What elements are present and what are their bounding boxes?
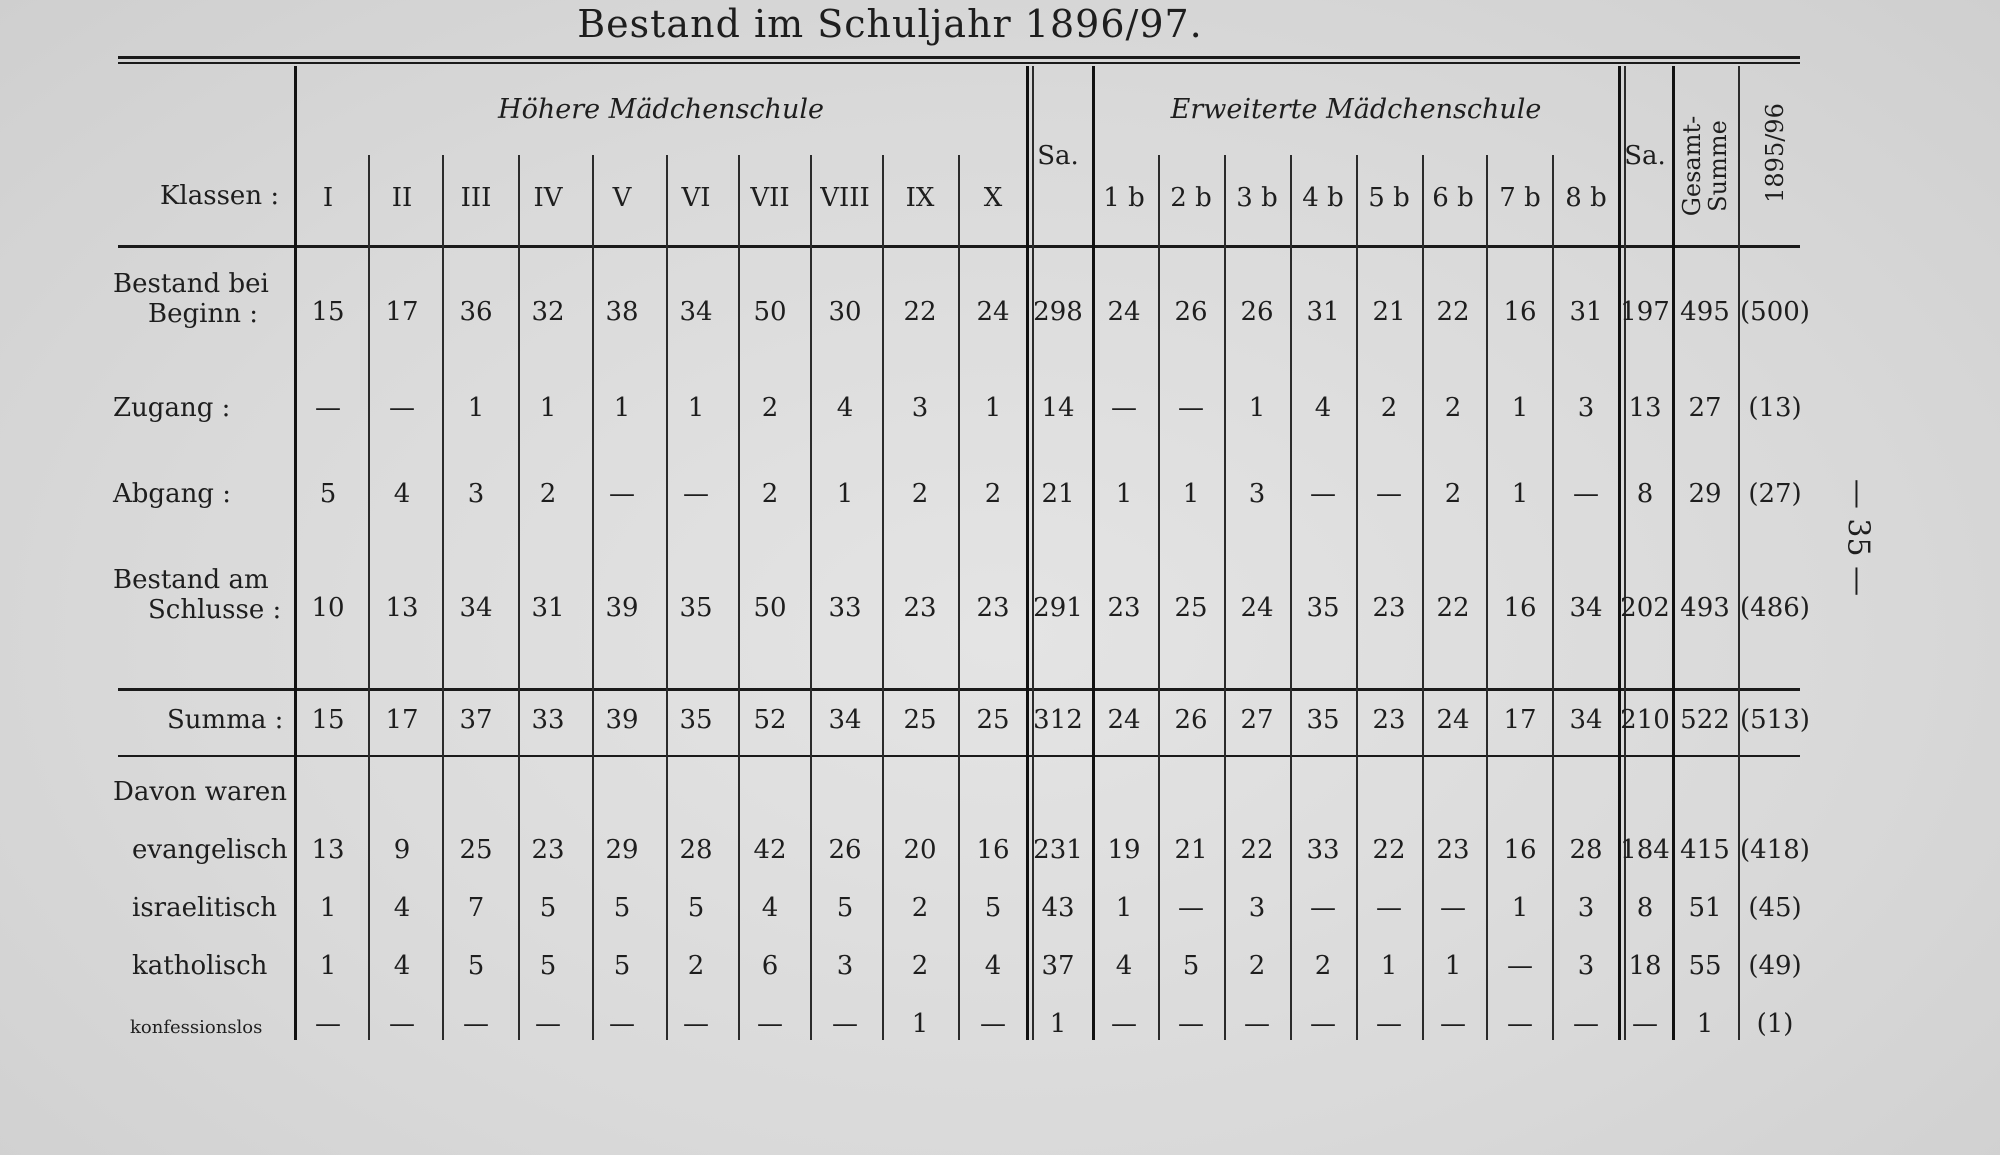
- summa-cell: 33: [531, 705, 565, 735]
- religion-cell: 1: [1115, 893, 1133, 923]
- religion-cell: 25: [459, 835, 493, 865]
- table-cell: 22: [903, 297, 937, 327]
- table-cell: —: [683, 479, 709, 509]
- religion-cell: 1: [1696, 1009, 1714, 1039]
- religion-cell: 42: [753, 835, 787, 865]
- summa-cell: 52: [753, 705, 787, 735]
- table-cell: —: [609, 479, 635, 509]
- table-cell: 24: [1107, 297, 1141, 327]
- table-cell: 16: [1503, 297, 1537, 327]
- table-cell: 23: [903, 593, 937, 623]
- table-cell: 1: [836, 479, 854, 509]
- religion-cell: 23: [1436, 835, 1470, 865]
- table-cell: —: [315, 393, 341, 423]
- religion-cell: 29: [605, 835, 639, 865]
- table-cell: 3: [1248, 479, 1266, 509]
- table-cell: 3: [467, 479, 485, 509]
- table-cell: 16: [1503, 593, 1537, 623]
- religion-cell: 1: [911, 1009, 929, 1039]
- table-cell: (500): [1740, 297, 1810, 327]
- group-erweiterte: Erweiterte Mädchenschule: [1170, 94, 1542, 125]
- table-cell: 197: [1620, 297, 1670, 327]
- table-cell: 34: [459, 593, 493, 623]
- table-cell: 21: [1041, 479, 1075, 509]
- row-label: Schlusse :: [148, 595, 282, 625]
- religion-label: katholisch: [132, 951, 268, 981]
- table-cell: 15: [311, 297, 345, 327]
- religion-cell: 6: [761, 951, 779, 981]
- religion-cell: 19: [1107, 835, 1141, 865]
- row-label: Beginn :: [148, 299, 258, 329]
- table-cell: —: [1111, 393, 1137, 423]
- table-cell: 1: [1182, 479, 1200, 509]
- table-cell: 17: [385, 297, 419, 327]
- religion-label: konfessionslos: [130, 1017, 263, 1038]
- table-cell: (486): [1740, 593, 1810, 623]
- table-cell: 3: [911, 393, 929, 423]
- table-cell: 2: [761, 393, 779, 423]
- religion-cell: (1): [1756, 1009, 1794, 1039]
- religion-cell: 18: [1628, 951, 1662, 981]
- summa-cell: 522: [1680, 705, 1730, 735]
- table-cell: 30: [828, 297, 862, 327]
- religion-cell: —: [315, 1009, 341, 1039]
- summa-cell: 312: [1033, 705, 1083, 735]
- religion-cell: 2: [911, 951, 929, 981]
- religion-cell: 231: [1033, 835, 1083, 865]
- religion-cell: 2: [687, 951, 705, 981]
- table-cell: 2: [761, 479, 779, 509]
- table-cell: 35: [1306, 593, 1340, 623]
- religion-cell: —: [1111, 1009, 1137, 1039]
- table-cell: 1: [1115, 479, 1133, 509]
- religion-cell: 28: [1569, 835, 1603, 865]
- religion-cell: 1: [319, 893, 337, 923]
- header-col: Sa.: [1624, 141, 1666, 171]
- religion-cell: —: [980, 1009, 1006, 1039]
- religion-cell: 5: [613, 951, 631, 981]
- header-col: I: [322, 183, 334, 213]
- religion-cell: 184: [1620, 835, 1670, 865]
- religion-cell: 8: [1636, 893, 1654, 923]
- religion-cell: 4: [1115, 951, 1133, 981]
- table-cell: 33: [828, 593, 862, 623]
- religion-cell: —: [535, 1009, 561, 1039]
- header-col: V: [612, 183, 632, 213]
- religion-label: evangelisch: [132, 835, 288, 865]
- top-rule: [118, 56, 1800, 59]
- table-cell: 50: [753, 593, 787, 623]
- religion-cell: 22: [1372, 835, 1406, 865]
- table-cell: 24: [976, 297, 1010, 327]
- religion-cell: —: [389, 1009, 415, 1039]
- table-cell: —: [1573, 479, 1599, 509]
- table-cell: —: [389, 393, 415, 423]
- table-cell: 50: [753, 297, 787, 327]
- religion-cell: 1: [1380, 951, 1398, 981]
- header-col-1895: 1895/96: [1761, 103, 1789, 203]
- header-col: 6 b: [1432, 183, 1474, 213]
- table-cell: 32: [531, 297, 565, 327]
- table-cell: 10: [311, 593, 345, 623]
- table-cell: 4: [836, 393, 854, 423]
- religion-cell: 1: [1511, 893, 1529, 923]
- religion-cell: —: [1178, 893, 1204, 923]
- religion-label: israelitisch: [132, 893, 278, 923]
- table-cell: 2: [1444, 393, 1462, 423]
- religion-cell: 3: [1248, 893, 1266, 923]
- religion-cell: —: [1310, 893, 1336, 923]
- table-cell: 34: [679, 297, 713, 327]
- religion-cell: 5: [687, 893, 705, 923]
- religion-cell: —: [757, 1009, 783, 1039]
- religion-cell: 28: [679, 835, 713, 865]
- header-col: 8 b: [1565, 183, 1607, 213]
- table-cell: 2: [539, 479, 557, 509]
- summa-cell: 35: [1306, 705, 1340, 735]
- religion-cell: —: [463, 1009, 489, 1039]
- religion-cell: —: [1507, 1009, 1533, 1039]
- header-row-label: Klassen :: [160, 181, 280, 211]
- religion-cell: —: [1376, 893, 1402, 923]
- religion-cell: (49): [1748, 951, 1802, 981]
- religion-cell: 7: [467, 893, 485, 923]
- row-label: Zugang :: [113, 393, 231, 423]
- table-cell: 31: [1306, 297, 1340, 327]
- table-cell: 1: [1511, 479, 1529, 509]
- table-cell: 26: [1240, 297, 1274, 327]
- group-hoehere: Höhere Mädchenschule: [498, 94, 824, 125]
- header-col: IV: [533, 183, 563, 213]
- religion-cell: 4: [393, 893, 411, 923]
- table-cell: (27): [1748, 479, 1802, 509]
- table-cell: 31: [1569, 297, 1603, 327]
- religion-cell: —: [832, 1009, 858, 1039]
- header-col: VIII: [820, 183, 870, 213]
- table-cell: 1: [539, 393, 557, 423]
- religion-cell: —: [609, 1009, 635, 1039]
- table-cell: 38: [605, 297, 639, 327]
- table-cell: 31: [531, 593, 565, 623]
- summa-cell: 25: [903, 705, 937, 735]
- summa-cell: 26: [1174, 705, 1208, 735]
- header-col: 5 b: [1368, 183, 1410, 213]
- table-cell: 13: [1628, 393, 1662, 423]
- table-cell: 2: [1380, 393, 1398, 423]
- summa-cell: (513): [1740, 705, 1810, 735]
- religion-cell: 22: [1240, 835, 1274, 865]
- religion-cell: 51: [1688, 893, 1722, 923]
- table-cell: 291: [1033, 593, 1083, 623]
- table-cell: 2: [911, 479, 929, 509]
- religion-cell: 9: [393, 835, 411, 865]
- row-label: Bestand bei: [113, 269, 269, 299]
- religion-cell: 5: [467, 951, 485, 981]
- row-label: Bestand am: [113, 565, 269, 595]
- table-cell: 35: [679, 593, 713, 623]
- top-rule-thin: [118, 62, 1800, 64]
- religion-cell: 5: [836, 893, 854, 923]
- religion-cell: 4: [984, 951, 1002, 981]
- table-cell: 1: [1511, 393, 1529, 423]
- summa-cell: 37: [459, 705, 493, 735]
- religion-cell: 2: [911, 893, 929, 923]
- religion-cell: —: [1310, 1009, 1336, 1039]
- religion-cell: 33: [1306, 835, 1340, 865]
- page-number: — 35 —: [1840, 478, 1876, 597]
- header-col: III: [460, 183, 492, 213]
- summa-cell: 27: [1240, 705, 1274, 735]
- religion-cell: 20: [903, 835, 937, 865]
- religion-cell: 2: [1248, 951, 1266, 981]
- summa-cell: 24: [1107, 705, 1141, 735]
- religion-cell: (418): [1740, 835, 1810, 865]
- table-cell: 1: [984, 393, 1002, 423]
- table-cell: 29: [1688, 479, 1722, 509]
- header-col: X: [983, 183, 1003, 213]
- header-col: 2 b: [1170, 183, 1212, 213]
- table-cell: 26: [1174, 297, 1208, 327]
- religion-cell: —: [1573, 1009, 1599, 1039]
- religion-cell: (45): [1748, 893, 1802, 923]
- religion-cell: 1: [1049, 1009, 1067, 1039]
- summa-cell: 17: [385, 705, 419, 735]
- table-cell: 27: [1688, 393, 1722, 423]
- table-cell: 23: [1372, 593, 1406, 623]
- table-cell: —: [1310, 479, 1336, 509]
- table-cell: 493: [1680, 593, 1730, 623]
- summa-cell: 35: [679, 705, 713, 735]
- table-cell: 202: [1620, 593, 1670, 623]
- table-cell: 8: [1636, 479, 1654, 509]
- table-cell: 13: [385, 593, 419, 623]
- table-cell: 24: [1240, 593, 1274, 623]
- table-cell: 39: [605, 593, 639, 623]
- table-cell: 2: [984, 479, 1002, 509]
- religion-cell: —: [1440, 1009, 1466, 1039]
- religion-cell: 1: [319, 951, 337, 981]
- religion-cell: 21: [1174, 835, 1208, 865]
- table-cell: 34: [1569, 593, 1603, 623]
- religion-cell: 3: [1577, 951, 1595, 981]
- header-col: 7 b: [1499, 183, 1541, 213]
- table-cell: 36: [459, 297, 493, 327]
- summa-cell: 34: [1569, 705, 1603, 735]
- religion-cell: 4: [761, 893, 779, 923]
- religion-cell: —: [1178, 1009, 1204, 1039]
- religion-cell: —: [683, 1009, 709, 1039]
- table-cell: 5: [319, 479, 337, 509]
- table-cell: 2: [1444, 479, 1462, 509]
- religion-cell: 55: [1688, 951, 1722, 981]
- header-col: Sa.: [1037, 141, 1079, 171]
- religion-cell: 2: [1314, 951, 1332, 981]
- religion-cell: —: [1440, 893, 1466, 923]
- religion-cell: 13: [311, 835, 345, 865]
- header-col: 4 b: [1302, 183, 1344, 213]
- religion-cell: 5: [539, 893, 557, 923]
- table-cell: 4: [1314, 393, 1332, 423]
- header-col: II: [391, 183, 413, 213]
- religion-cell: 5: [984, 893, 1002, 923]
- table-cell: 1: [613, 393, 631, 423]
- summa-cell: 15: [311, 705, 345, 735]
- summa-cell: 34: [828, 705, 862, 735]
- religion-cell: 23: [531, 835, 565, 865]
- header-col: IX: [905, 183, 935, 213]
- religion-cell: —: [1244, 1009, 1270, 1039]
- religion-cell: —: [1376, 1009, 1402, 1039]
- table-title: Bestand im Schuljahr 1896/97.: [577, 2, 1203, 46]
- table-cell: 1: [687, 393, 705, 423]
- table-cell: —: [1178, 393, 1204, 423]
- religion-cell: 4: [393, 951, 411, 981]
- table-cell: 1: [467, 393, 485, 423]
- table-cell: 4: [393, 479, 411, 509]
- religion-cell: 5: [613, 893, 631, 923]
- table-cell: 21: [1372, 297, 1406, 327]
- header-col: 1 b: [1103, 183, 1145, 213]
- religion-cell: 5: [539, 951, 557, 981]
- religion-cell: 5: [1182, 951, 1200, 981]
- religion-cell: —: [1507, 951, 1533, 981]
- summa-label: Summa :: [167, 705, 284, 735]
- summa-cell: 23: [1372, 705, 1406, 735]
- row-label: Abgang :: [113, 479, 231, 509]
- table-cell: 25: [1174, 593, 1208, 623]
- table-cell: 23: [1107, 593, 1141, 623]
- table-cell: 1: [1248, 393, 1266, 423]
- religion-cell: 26: [828, 835, 862, 865]
- summa-cell: 17: [1503, 705, 1537, 735]
- summa-cell: 39: [605, 705, 639, 735]
- summa-cell: 24: [1436, 705, 1470, 735]
- religion-cell: 1: [1444, 951, 1462, 981]
- religion-cell: 16: [1503, 835, 1537, 865]
- religion-cell: 43: [1041, 893, 1075, 923]
- religion-cell: —: [1632, 1009, 1658, 1039]
- summa-cell: 25: [976, 705, 1010, 735]
- table-cell: —: [1376, 479, 1402, 509]
- religion-cell: 3: [836, 951, 854, 981]
- header-col: 3 b: [1236, 183, 1278, 213]
- table-cell: 22: [1436, 593, 1470, 623]
- table-cell: 298: [1033, 297, 1083, 327]
- religion-cell: 37: [1041, 951, 1075, 981]
- table-cell: 14: [1041, 393, 1075, 423]
- religion-cell: 16: [976, 835, 1010, 865]
- religion-cell: 415: [1680, 835, 1730, 865]
- religion-cell: 3: [1577, 893, 1595, 923]
- header-col-gesamt: Gesamt- Summe: [1678, 115, 1732, 217]
- header-col: VI: [681, 183, 711, 213]
- summa-cell: 210: [1620, 705, 1670, 735]
- table-cell: 3: [1577, 393, 1595, 423]
- header-col: VII: [750, 183, 790, 213]
- davon-label: Davon waren: [113, 777, 288, 807]
- table-cell: (13): [1748, 393, 1802, 423]
- table-cell: 22: [1436, 297, 1470, 327]
- table-cell: 495: [1680, 297, 1730, 327]
- table-cell: 23: [976, 593, 1010, 623]
